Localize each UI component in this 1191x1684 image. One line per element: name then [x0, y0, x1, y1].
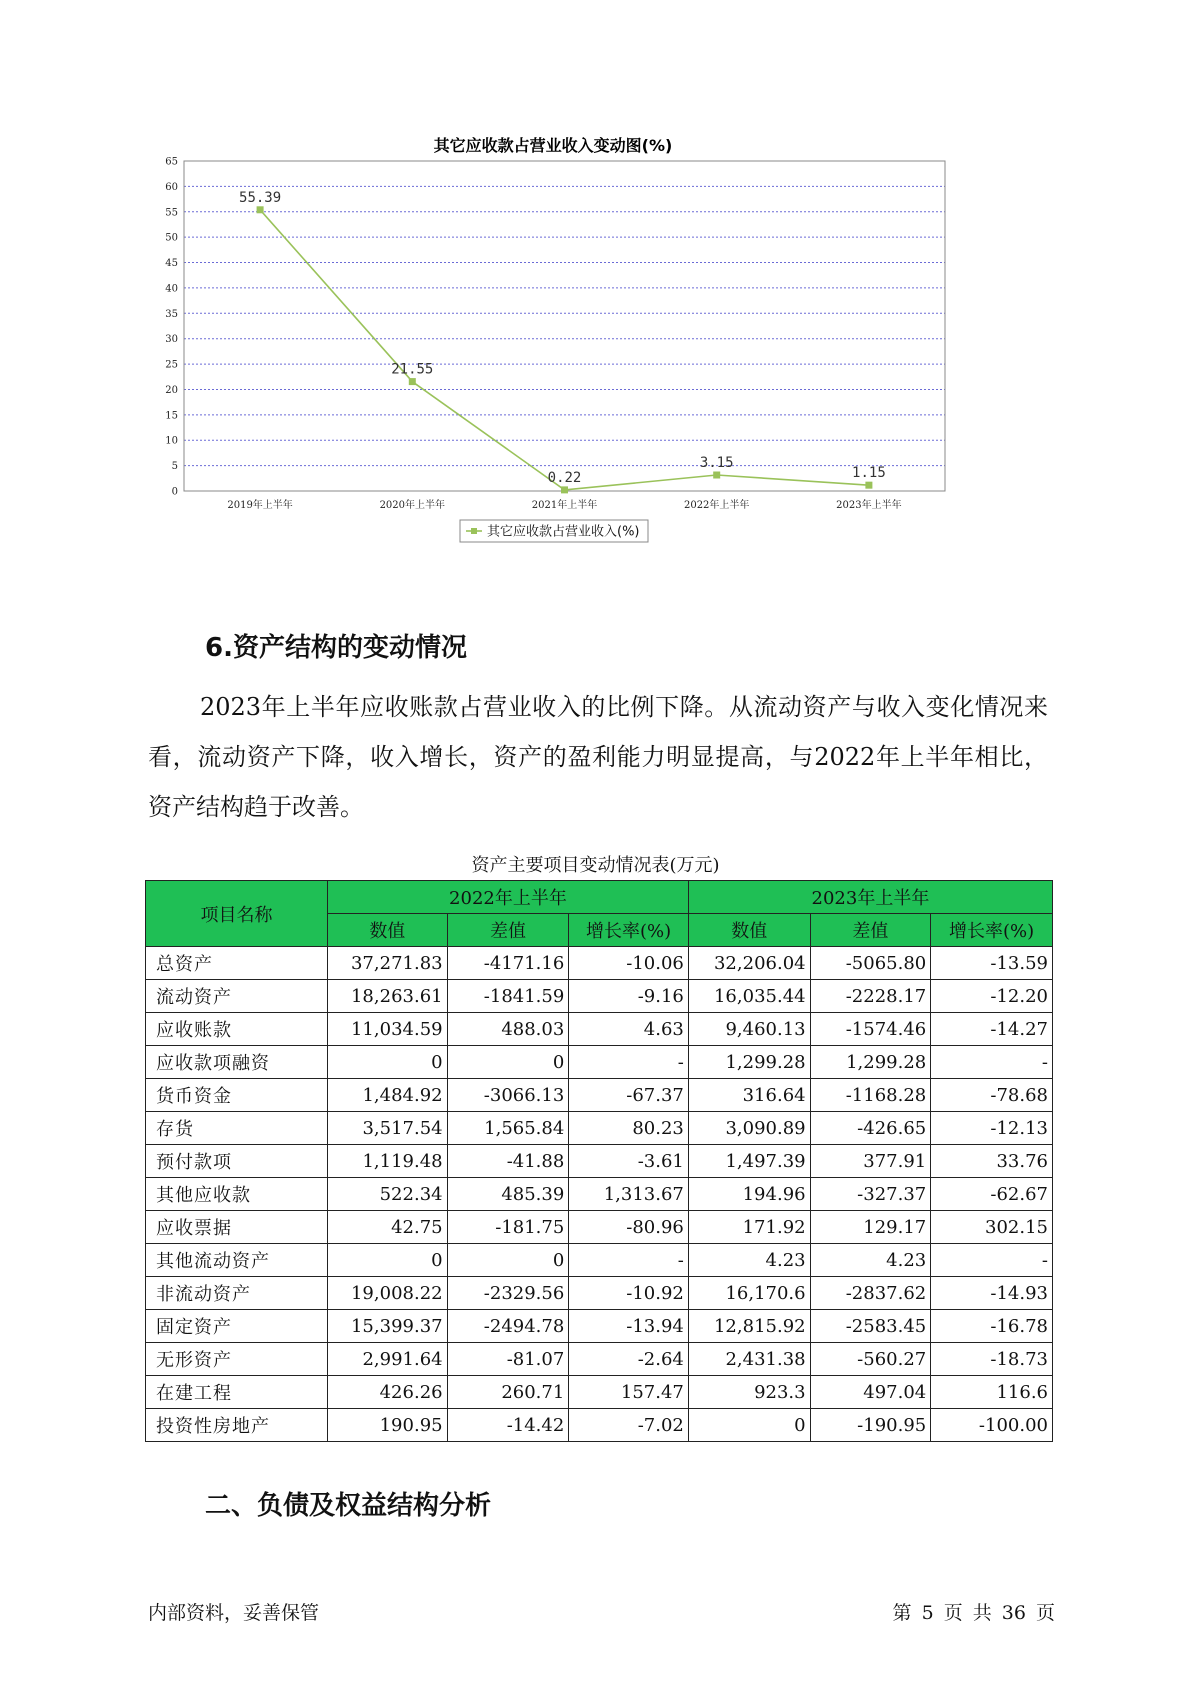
chart-title: 其它应收款占营业收入变动图(%) [433, 136, 673, 155]
table-row [146, 1079, 1053, 1112]
y-tick-label: 35 [165, 308, 178, 320]
row-label: 应收票据 [146, 1211, 328, 1244]
table-cell: -3066.13 [447, 1079, 569, 1112]
y-tick-label: 40 [165, 283, 178, 295]
table-cell: -4171.16 [447, 947, 569, 980]
data-point [409, 378, 416, 385]
x-tick-label: 2022年上半年 [683, 500, 750, 511]
table-row [146, 1376, 1053, 1409]
data-label: 1.15 [852, 465, 886, 482]
legend-marker [471, 528, 477, 534]
table-cell: -2583.45 [810, 1310, 931, 1343]
row-label: 投资性房地产 [146, 1409, 328, 1442]
table-row [146, 1310, 1053, 1343]
table-cell: - [569, 1244, 689, 1277]
table-cell: -13.94 [569, 1310, 689, 1343]
chart-container [160, 133, 1040, 593]
x-tick-label: 2019年上半年 [227, 500, 293, 511]
table-cell: 426.26 [328, 1376, 448, 1409]
row-label: 存货 [146, 1112, 328, 1145]
body-paragraph-text: 2023年上半年应收账款占营业收入的比例下降。从流动资产与收入变化情况来看，流动资产下降，收入增长，资产的盈利能力明显提高，与2022年上半年相比，资产结构趋于改善。 [148, 693, 1048, 821]
chart-legend [460, 520, 648, 542]
table-cell: - [931, 1046, 1053, 1079]
table-body [146, 947, 1053, 1442]
table-row [146, 980, 1053, 1013]
table-cell: -190.95 [810, 1409, 931, 1442]
table-row [146, 1409, 1053, 1442]
table-row [146, 1046, 1053, 1079]
y-tick-label: 30 [165, 334, 178, 346]
table-cell: 157.47 [569, 1376, 689, 1409]
legend-label: 其它应收款占营业收入(%) [487, 524, 640, 540]
table-cell: 3,517.54 [328, 1112, 448, 1145]
table-cell: 1,299.28 [810, 1046, 931, 1079]
row-label: 在建工程 [146, 1376, 328, 1409]
table-cell: -3.61 [569, 1145, 689, 1178]
header-item: 项目名称 [146, 881, 328, 947]
data-point [561, 486, 568, 493]
table-cell: -1574.46 [810, 1013, 931, 1046]
table-cell: -62.67 [931, 1178, 1053, 1211]
table-cell: -560.27 [810, 1343, 931, 1376]
subheader: 差值 [447, 914, 569, 947]
subheader: 增长率(%) [569, 914, 689, 947]
chart-grid [184, 161, 945, 466]
table-cell: -12.20 [931, 980, 1053, 1013]
table-row [146, 1145, 1053, 1178]
table-cell: -2494.78 [447, 1310, 569, 1343]
table-caption: 资产主要项目变动情况表(万元) [471, 855, 720, 876]
table-row [146, 1178, 1053, 1211]
y-tick-label: 55 [165, 207, 178, 219]
table-cell: 0 [328, 1244, 448, 1277]
y-tick-label: 60 [165, 181, 178, 193]
table-row [146, 1244, 1053, 1277]
table-row [146, 1013, 1053, 1046]
table-cell: 19,008.22 [328, 1277, 448, 1310]
row-label: 非流动资产 [146, 1277, 328, 1310]
plot-frame [184, 161, 945, 491]
table-cell: 1,119.48 [328, 1145, 448, 1178]
table-cell: -10.92 [569, 1277, 689, 1310]
table-cell: -14.27 [931, 1013, 1053, 1046]
subheader: 数值 [688, 914, 810, 947]
line-chart [160, 133, 1040, 593]
y-tick-label: 50 [165, 232, 178, 244]
body-paragraph [148, 682, 1048, 832]
series-line [260, 210, 869, 490]
x-tick-label: 2021年上半年 [531, 500, 598, 511]
table-row [146, 1211, 1053, 1244]
row-label: 货币资金 [146, 1079, 328, 1112]
table-cell: -14.42 [447, 1409, 569, 1442]
table-row [146, 1112, 1053, 1145]
table-cell: -2228.17 [810, 980, 931, 1013]
table-cell: 0 [447, 1244, 569, 1277]
table-cell: 1,299.28 [688, 1046, 810, 1079]
footer-page-number: 第 5 页 共 36 页 [892, 1602, 1055, 1624]
table-cell: -9.16 [569, 980, 689, 1013]
y-tick-label: 65 [165, 156, 178, 168]
table-cell: 11,034.59 [328, 1013, 448, 1046]
table-row [146, 1343, 1053, 1376]
section-heading: 6.资产结构的变动情况 [205, 633, 467, 663]
table-cell: -2837.62 [810, 1277, 931, 1310]
table-cell: -18.73 [931, 1343, 1053, 1376]
table-cell: 1,313.67 [569, 1178, 689, 1211]
table-cell: 1,565.84 [447, 1112, 569, 1145]
table-cell: 16,170.6 [688, 1277, 810, 1310]
row-label: 固定资产 [146, 1310, 328, 1343]
table-cell: 80.23 [569, 1112, 689, 1145]
asset-table [145, 880, 1053, 1442]
table-cell: 488.03 [447, 1013, 569, 1046]
header-period-1: 2022年上半年 [328, 881, 689, 914]
table-cell: 37,271.83 [328, 947, 448, 980]
data-point [713, 472, 720, 479]
table-cell: -14.93 [931, 1277, 1053, 1310]
section-heading-2: 二、负债及权益结构分析 [205, 1491, 492, 1521]
table-cell: 32,206.04 [688, 947, 810, 980]
row-label: 应收款项融资 [146, 1046, 328, 1079]
table-cell: 15,399.37 [328, 1310, 448, 1343]
table-cell: 1,484.92 [328, 1079, 448, 1112]
subheader: 数值 [328, 914, 448, 947]
data-label: 21.55 [391, 361, 434, 378]
table-cell: 4.23 [810, 1244, 931, 1277]
table-cell: -426.65 [810, 1112, 931, 1145]
table-cell: 497.04 [810, 1376, 931, 1409]
table-cell: 316.64 [688, 1079, 810, 1112]
table-cell: 302.15 [931, 1211, 1053, 1244]
x-tick-label: 2023年上半年 [836, 500, 902, 511]
table-row [146, 1277, 1053, 1310]
row-label: 应收账款 [146, 1013, 328, 1046]
table-cell: -1168.28 [810, 1079, 931, 1112]
table-cell: -2329.56 [447, 1277, 569, 1310]
table-cell: 3,090.89 [688, 1112, 810, 1145]
table-cell: -80.96 [569, 1211, 689, 1244]
row-label: 总资产 [146, 947, 328, 980]
table-cell: -2.64 [569, 1343, 689, 1376]
table-cell: -12.13 [931, 1112, 1053, 1145]
table-cell: 0 [447, 1046, 569, 1079]
table-cell: -16.78 [931, 1310, 1053, 1343]
table-cell: 4.63 [569, 1013, 689, 1046]
header-period-2: 2023年上半年 [688, 881, 1052, 914]
y-tick-label: 45 [165, 258, 178, 270]
footer-left: 内部资料，妥善保管 [148, 1602, 320, 1624]
table-cell: 260.71 [447, 1376, 569, 1409]
table-cell: -78.68 [931, 1079, 1053, 1112]
data-point [257, 206, 264, 213]
table-cell: 0 [328, 1046, 448, 1079]
table-cell: -1841.59 [447, 980, 569, 1013]
table-cell: 129.17 [810, 1211, 931, 1244]
table-cell: -10.06 [569, 947, 689, 980]
row-label: 预付款项 [146, 1145, 328, 1178]
subheader: 增长率(%) [931, 914, 1053, 947]
table-cell: -5065.80 [810, 947, 931, 980]
row-label: 流动资产 [146, 980, 328, 1013]
table-cell: 485.39 [447, 1178, 569, 1211]
table-cell: 171.92 [688, 1211, 810, 1244]
table-cell: 923.3 [688, 1376, 810, 1409]
table-cell: -13.59 [931, 947, 1053, 980]
data-label: 55.39 [239, 189, 282, 206]
data-point [865, 482, 872, 489]
subheader: 差值 [810, 914, 931, 947]
table-cell: 12,815.92 [688, 1310, 810, 1343]
table-cell: 522.34 [328, 1178, 448, 1211]
table-cell: -67.37 [569, 1079, 689, 1112]
y-tick-label: 10 [165, 435, 178, 447]
table-row [146, 947, 1053, 980]
table-cell: 18,263.61 [328, 980, 448, 1013]
table-cell: 116.6 [931, 1376, 1053, 1409]
table-cell: 16,035.44 [688, 980, 810, 1013]
table-cell: -81.07 [447, 1343, 569, 1376]
table-cell: 9,460.13 [688, 1013, 810, 1046]
chart-axes [165, 157, 945, 512]
row-label: 其他应收款 [146, 1178, 328, 1211]
table-cell: -181.75 [447, 1211, 569, 1244]
row-label: 无形资产 [146, 1343, 328, 1376]
table-cell: 42.75 [328, 1211, 448, 1244]
y-tick-label: 5 [171, 461, 178, 473]
table-cell: - [931, 1244, 1053, 1277]
row-label: 其他流动资产 [146, 1244, 328, 1277]
table-cell: 0 [688, 1409, 810, 1442]
y-tick-label: 20 [165, 384, 178, 396]
table-cell: -7.02 [569, 1409, 689, 1442]
data-label: 0.22 [547, 469, 582, 486]
data-label: 3.15 [699, 455, 734, 472]
table-cell: 2,991.64 [328, 1343, 448, 1376]
table-cell: 194.96 [688, 1178, 810, 1211]
table-cell: -41.88 [447, 1145, 569, 1178]
table-cell: 190.95 [328, 1409, 448, 1442]
table-cell: 1,497.39 [688, 1145, 810, 1178]
y-tick-label: 15 [165, 410, 178, 422]
table-cell: 377.91 [810, 1145, 931, 1178]
table-cell: -100.00 [931, 1409, 1053, 1442]
table-cell: 4.23 [688, 1244, 810, 1277]
y-tick-label: 0 [171, 486, 178, 498]
x-tick-label: 2020年上半年 [379, 500, 446, 511]
table-cell: -327.37 [810, 1178, 931, 1211]
table-cell: - [569, 1046, 689, 1079]
table-cell: 2,431.38 [688, 1343, 810, 1376]
table-cell: 33.76 [931, 1145, 1053, 1178]
y-tick-label: 25 [165, 359, 178, 371]
chart-series [239, 190, 886, 494]
